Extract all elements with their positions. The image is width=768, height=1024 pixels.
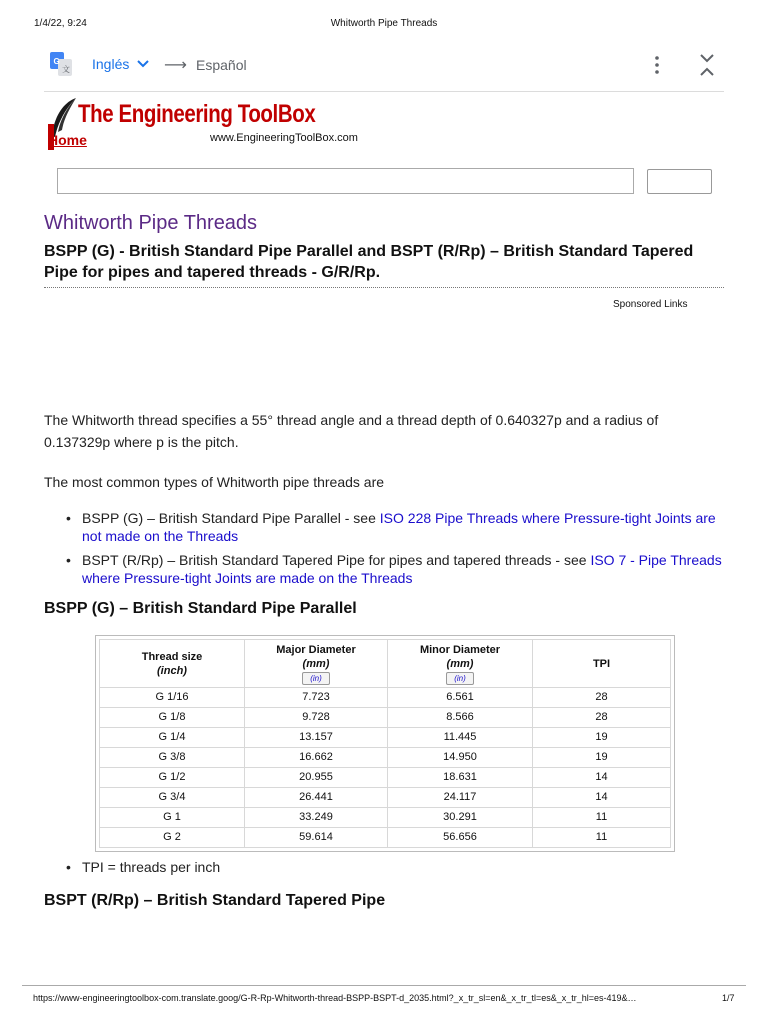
table-cell: 19 bbox=[533, 728, 671, 748]
table-cell: 11 bbox=[533, 808, 671, 828]
table-cell: 59.614 bbox=[245, 828, 388, 848]
header-label: Major Diameter bbox=[276, 643, 356, 656]
site-logo[interactable] bbox=[44, 94, 384, 156]
header-unit: (inch) bbox=[157, 664, 187, 677]
table-cell: 28 bbox=[533, 688, 671, 708]
table-cell: 30.291 bbox=[388, 808, 533, 828]
convert-inch-button[interactable]: (in) bbox=[446, 672, 474, 685]
sponsored-links-label: Sponsored Links bbox=[613, 299, 688, 310]
arrow-right-icon: ⟶ bbox=[164, 57, 187, 74]
bullet-icon: • bbox=[66, 510, 71, 526]
search-input[interactable] bbox=[57, 168, 634, 194]
table-cell: G 1/4 bbox=[100, 728, 245, 748]
search-button[interactable] bbox=[647, 169, 712, 194]
table-cell: 8.566 bbox=[388, 708, 533, 728]
collapse-icon[interactable] bbox=[696, 51, 718, 79]
bspp-table bbox=[99, 639, 671, 848]
table-cell: G 1 bbox=[100, 808, 245, 828]
table-cell: G 3/4 bbox=[100, 788, 245, 808]
table-cell: 26.441 bbox=[245, 788, 388, 808]
table-cell: G 1/16 bbox=[100, 688, 245, 708]
header-minor-diameter bbox=[388, 640, 533, 688]
table-cell: G 3/8 bbox=[100, 748, 245, 768]
table-row bbox=[100, 688, 671, 708]
translate-bar bbox=[44, 42, 724, 92]
table-cell: 11 bbox=[533, 828, 671, 848]
table-row bbox=[100, 748, 671, 768]
header-unit: (mm) bbox=[446, 657, 474, 670]
table-row bbox=[100, 768, 671, 788]
table-cell: G 1/8 bbox=[100, 708, 245, 728]
site-title: The Engineering ToolBox bbox=[78, 100, 316, 128]
header-thread-size bbox=[100, 640, 245, 688]
table-row bbox=[100, 788, 671, 808]
table-cell: 9.728 bbox=[245, 708, 388, 728]
convert-inch-button[interactable]: (in) bbox=[302, 672, 330, 685]
header-label: TPI bbox=[592, 657, 611, 670]
table-cell: 13.157 bbox=[245, 728, 388, 748]
page-subtitle: BSPP (G) - British Standard Pipe Parallel and BSPT (R/Rp) – British Standard Tapered Pipe for pipes and tapered threads - G/R/Rp. bbox=[44, 241, 724, 288]
table-cell: 33.249 bbox=[245, 808, 388, 828]
page-title: Whitworth Pipe Threads bbox=[44, 212, 258, 234]
print-title: Whitworth Pipe Threads bbox=[330, 18, 438, 29]
print-header bbox=[0, 0, 768, 29]
iso-7-link[interactable]: ISO 7 - Pipe Threads where Pressure-tight Joints are made on the Threads bbox=[82, 552, 722, 586]
table-row bbox=[100, 708, 671, 728]
table-cell: 28 bbox=[533, 708, 671, 728]
table-cell: 16.662 bbox=[245, 748, 388, 768]
list-item-text: BSPT (R/Rp) – British Standard Tapered Pipe for pipes and tapered threads - see bbox=[82, 552, 591, 568]
header-label: Minor Diameter bbox=[419, 643, 501, 656]
table-cell: 24.117 bbox=[388, 788, 533, 808]
list-item bbox=[44, 509, 724, 545]
source-language-button[interactable]: Inglés bbox=[92, 56, 130, 72]
table-cell: G 2 bbox=[100, 828, 245, 848]
table-row bbox=[100, 828, 671, 848]
table-cell: 56.656 bbox=[388, 828, 533, 848]
table-cell: 18.631 bbox=[388, 768, 533, 788]
thread-types-list bbox=[44, 509, 724, 587]
list-item bbox=[44, 858, 724, 876]
more-options-icon[interactable] bbox=[648, 54, 666, 76]
section-heading-bspt: BSPT (R/Rp) – British Standard Tapered Pipe bbox=[44, 892, 386, 909]
bullet-icon: • bbox=[66, 859, 71, 875]
svg-text:文: 文 bbox=[62, 65, 70, 74]
list-item-text: BSPP (G) – British Standard Pipe Parallel - see bbox=[82, 510, 380, 526]
header-label: Thread size bbox=[141, 650, 203, 663]
header-unit: (mm) bbox=[302, 657, 330, 670]
bullet-icon: • bbox=[66, 552, 71, 568]
table-cell: 20.955 bbox=[245, 768, 388, 788]
table-cell: 14.950 bbox=[388, 748, 533, 768]
table-row bbox=[100, 728, 671, 748]
target-language-button[interactable]: Español bbox=[196, 57, 247, 73]
chevron-down-icon[interactable] bbox=[135, 55, 151, 71]
table-cell: 6.561 bbox=[388, 688, 533, 708]
table-row bbox=[100, 808, 671, 828]
table-cell: 11.445 bbox=[388, 728, 533, 748]
iso-228-link[interactable]: ISO 228 Pipe Threads where Pressure-tight Joints are not made on the Threads bbox=[82, 510, 716, 544]
bspp-table-container bbox=[95, 635, 675, 852]
table-cell: 14 bbox=[533, 768, 671, 788]
table-cell: G 1/2 bbox=[100, 768, 245, 788]
footer-divider bbox=[22, 985, 746, 986]
table-cell: 19 bbox=[533, 748, 671, 768]
header-major-diameter bbox=[245, 640, 388, 688]
tpi-note-list bbox=[44, 858, 724, 876]
site-url: www.EngineeringToolBox.com bbox=[210, 132, 358, 144]
tpi-note: TPI = threads per inch bbox=[82, 859, 221, 875]
home-link[interactable]: Home bbox=[48, 132, 87, 148]
print-date: 1/4/22, 9:24 bbox=[34, 18, 87, 29]
intro-paragraph: The Whitworth thread specifies a 55° thread angle and a thread depth of 0.640327p and a radius of 0.137329p where p is the pitch. bbox=[44, 412, 659, 450]
section-heading-bspp: BSPP (G) – British Standard Pipe Parallel bbox=[44, 600, 357, 617]
header-tpi bbox=[533, 640, 671, 688]
table-header-row bbox=[100, 640, 671, 688]
table-cell: 14 bbox=[533, 788, 671, 808]
list-item bbox=[44, 551, 724, 587]
types-intro: The most common types of Whitworth pipe threads are bbox=[44, 474, 385, 490]
google-translate-icon[interactable] bbox=[50, 52, 72, 76]
svg-text:G: G bbox=[53, 57, 60, 66]
footer-page-number: 1/7 bbox=[722, 993, 735, 1003]
table-cell: 7.723 bbox=[245, 688, 388, 708]
footer-url: https://www-engineeringtoolbox-com.translate.goog/G-R-Rp-Whitworth-thread-BSPP-BSPT-d_2035.html?_x_tr_sl=en&_x_tr_tl=es&_x_tr_hl=es-419&… bbox=[33, 993, 637, 1003]
